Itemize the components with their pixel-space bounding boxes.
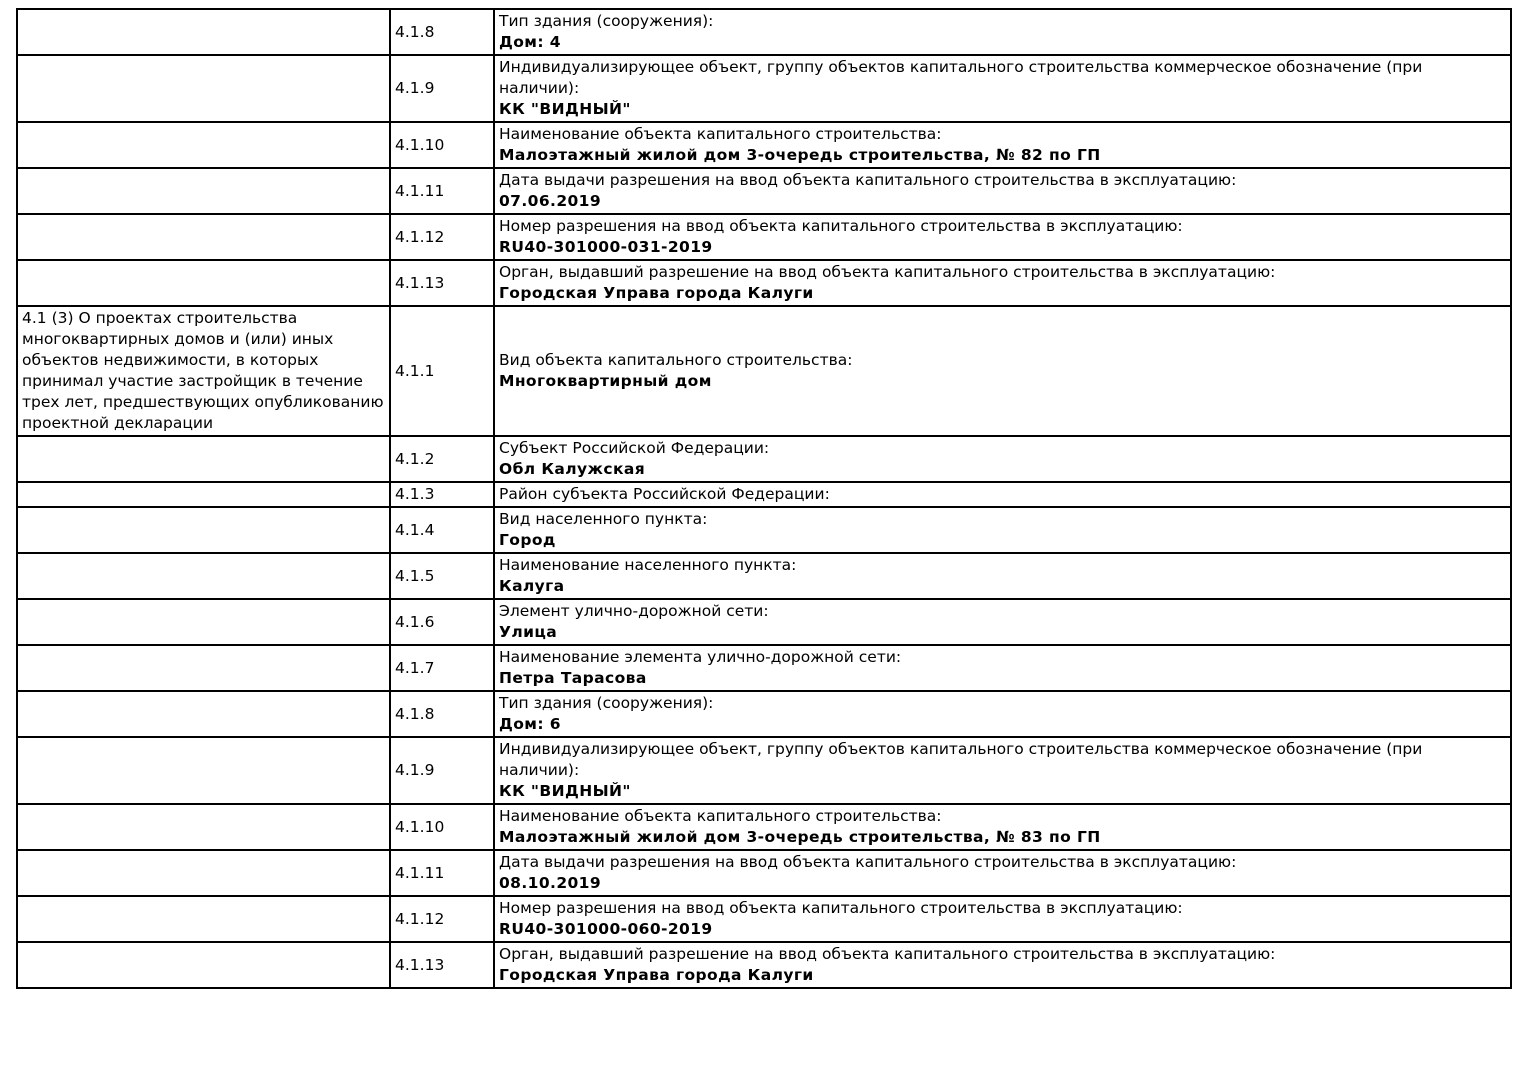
item-code-cell: 4.1.1 [390,306,494,436]
section-description-cell [17,737,390,804]
section-description-cell [17,260,390,306]
table-row [17,260,1511,306]
table-row [17,691,1511,737]
field-label: Орган, выдавший разрешение на ввод объекта капитального строительства в эксплуатацию: [499,945,1276,963]
field-cell [494,168,1511,214]
field-cell [494,260,1511,306]
table-row [17,306,1511,436]
field-cell [494,737,1511,804]
item-code-cell: 4.1.12 [390,896,494,942]
table-row [17,507,1511,553]
declaration-table-body [17,9,1511,988]
field-value: Улица [499,623,558,641]
section-description-cell [17,168,390,214]
field-label: Тип здания (сооружения): [499,694,714,712]
field-label: Элемент улично-дорожной сети: [499,602,769,620]
item-code-cell: 4.1.9 [390,55,494,122]
section-description-cell [17,645,390,691]
table-row [17,804,1511,850]
field-value: Городская Управа города Калуги [499,966,814,984]
field-value: 07.06.2019 [499,192,602,210]
field-label: Номер разрешения на ввод объекта капитального строительства в эксплуатацию: [499,217,1183,235]
item-code-cell: 4.1.6 [390,599,494,645]
field-cell [494,482,1511,507]
item-code-cell: 4.1.8 [390,9,494,55]
item-code-cell: 4.1.13 [390,260,494,306]
field-label: Наименование элемента улично-дорожной сети: [499,648,902,666]
item-code-cell: 4.1.2 [390,436,494,482]
field-cell [494,436,1511,482]
declaration-table [16,8,1512,989]
section-description-cell [17,482,390,507]
table-row [17,55,1511,122]
item-code-cell: 4.1.12 [390,214,494,260]
section-description-cell [17,850,390,896]
table-row [17,599,1511,645]
field-cell [494,306,1511,436]
field-cell [494,691,1511,737]
table-row [17,645,1511,691]
field-value: Многоквартирный дом [499,372,712,390]
table-row [17,737,1511,804]
field-cell [494,599,1511,645]
field-label: Субъект Российской Федерации: [499,439,770,457]
field-cell [494,507,1511,553]
field-value: 08.10.2019 [499,874,602,892]
section-description-cell [17,214,390,260]
field-value: Петра Тарасова [499,669,647,687]
field-label: Индивидуализирующее объект, группу объектов капитального строительства коммерческое обозначение (при наличии): [499,58,1423,97]
field-value: Малоэтажный жилой дом 3-очередь строительства, № 83 по ГП [499,828,1101,846]
field-label: Наименование объекта капитального строительства: [499,125,942,143]
field-value: Город [499,531,556,549]
field-value: Малоэтажный жилой дом 3-очередь строительства, № 82 по ГП [499,146,1101,164]
table-row [17,942,1511,988]
item-code-cell: 4.1.5 [390,553,494,599]
field-label: Наименование населенного пункта: [499,556,797,574]
section-description-cell [17,942,390,988]
field-cell [494,122,1511,168]
field-label: Дата выдачи разрешения на ввод объекта капитального строительства в эксплуатацию: [499,853,1237,871]
table-row [17,896,1511,942]
table-row [17,122,1511,168]
field-label: Вид объекта капитального строительства: [499,351,853,369]
field-value: КК "ВИДНЫЙ" [499,100,631,118]
item-code-cell: 4.1.7 [390,645,494,691]
section-description-cell [17,507,390,553]
field-cell [494,9,1511,55]
table-row [17,168,1511,214]
field-value: Обл Калужская [499,460,646,478]
field-label: Вид населенного пункта: [499,510,708,528]
section-description-cell [17,804,390,850]
field-label: Наименование объекта капитального строительства: [499,807,942,825]
table-row [17,214,1511,260]
field-label: Орган, выдавший разрешение на ввод объекта капитального строительства в эксплуатацию: [499,263,1276,281]
field-value: Калуга [499,577,565,595]
table-row [17,9,1511,55]
item-code-cell: 4.1.11 [390,168,494,214]
item-code-cell: 4.1.11 [390,850,494,896]
section-description-cell [17,122,390,168]
section-description-cell [17,691,390,737]
field-label: Индивидуализирующее объект, группу объектов капитального строительства коммерческое обозначение (при наличии): [499,740,1423,779]
item-code-cell: 4.1.10 [390,122,494,168]
item-code-cell: 4.1.4 [390,507,494,553]
item-code-cell: 4.1.3 [390,482,494,507]
field-label: Номер разрешения на ввод объекта капитального строительства в эксплуатацию: [499,899,1183,917]
field-value: RU40-301000-031-2019 [499,238,713,256]
field-label: Дата выдачи разрешения на ввод объекта капитального строительства в эксплуатацию: [499,171,1237,189]
field-cell [494,55,1511,122]
item-code-cell: 4.1.9 [390,737,494,804]
field-cell [494,645,1511,691]
section-description-cell [17,599,390,645]
field-cell [494,553,1511,599]
table-row [17,482,1511,507]
field-value: RU40-301000-060-2019 [499,920,713,938]
section-description-cell [17,896,390,942]
section-description-cell: 4.1 (3) О проектах строительства многоквартирных домов и (или) иных объектов недвижимости, в которых принимал участие застройщик в течение трех лет, предшествующих опубликованию проектной декларации [17,306,390,436]
section-description-cell [17,55,390,122]
field-value: Дом: 6 [499,715,561,733]
section-description-cell [17,436,390,482]
field-value: Городская Управа города Калуги [499,284,814,302]
field-label: Тип здания (сооружения): [499,12,714,30]
field-value: Дом: 4 [499,33,561,51]
field-cell [494,896,1511,942]
section-description-cell [17,9,390,55]
field-cell [494,214,1511,260]
field-cell [494,804,1511,850]
item-code-cell: 4.1.10 [390,804,494,850]
table-row [17,436,1511,482]
item-code-cell: 4.1.8 [390,691,494,737]
field-label: Район субъекта Российской Федерации: [499,485,830,503]
item-code-cell: 4.1.13 [390,942,494,988]
field-cell [494,850,1511,896]
field-value: КК "ВИДНЫЙ" [499,782,631,800]
field-cell [494,942,1511,988]
table-row [17,850,1511,896]
table-row [17,553,1511,599]
section-description-cell [17,553,390,599]
